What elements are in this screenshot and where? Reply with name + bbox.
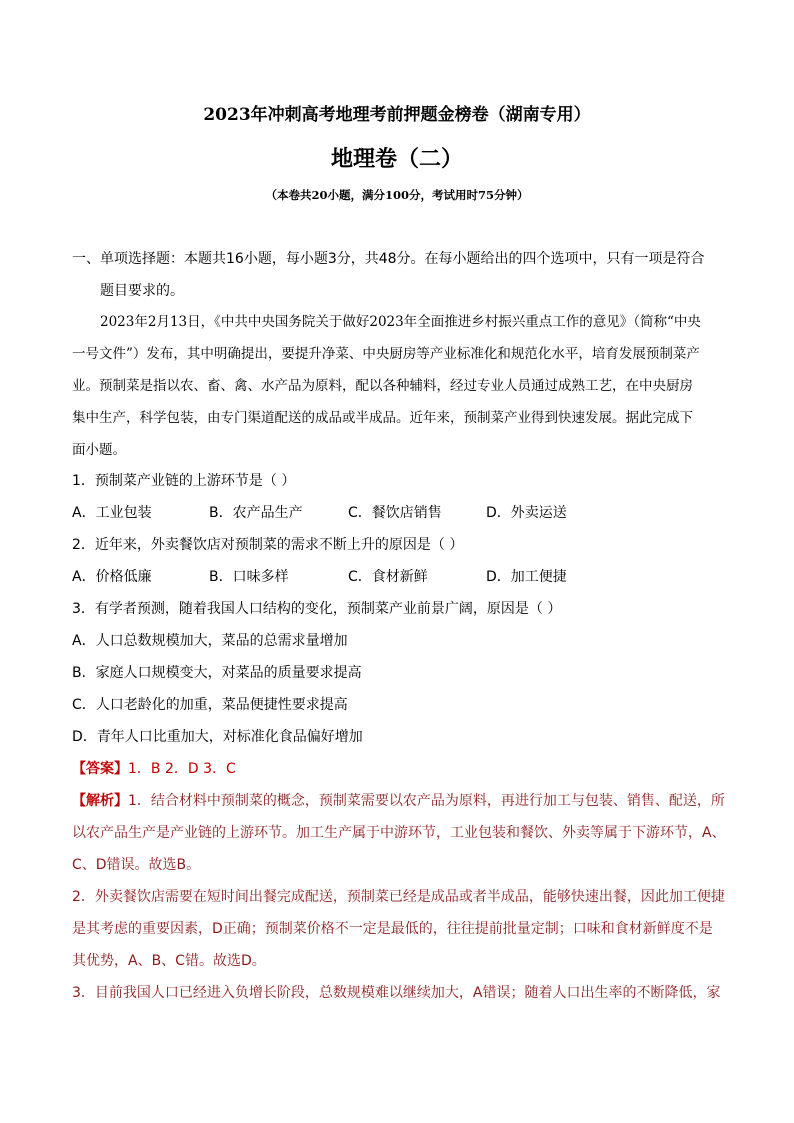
passage-line: 一号文件”）发布，其中明确提出，要提升净菜、中央厨房等产业标准化和规范化水平，培育发展预制菜产: [72, 346, 700, 362]
answer-text: 1．B 2．D 3．C: [128, 761, 236, 777]
question-2-stem: 2．近年来，外卖餐饮店对预制菜的需求不断上升的原因是（ ）: [72, 537, 464, 553]
analysis-line: C、D错误。故选B。: [72, 857, 201, 873]
question-1-option-d: D．外卖运送: [486, 505, 567, 521]
question-3-option-a: A．人口总数规模加大，菜品的总需求量增加: [72, 633, 348, 649]
analysis-line: 3．目前我国人口已经进入负增长阶段，总数规模难以继续加大，A错误；随着人口出生率的不断降低，家: [72, 985, 721, 1001]
question-2-option-b: B．口味多样: [209, 569, 289, 585]
passage-line: 2023年2月13日，《中共中央国务院关于做好2023年全面推进乡村振兴重点工作的意见》（简称“中央: [100, 314, 701, 330]
question-3-option-d: D．青年人口比重加大，对标准化食品偏好增加: [72, 729, 363, 745]
passage-line: 业。预制菜是指以农、畜、禽、水产品为原料，配以各种辅料，经过专业人员通过成熟工艺，在中央厨房: [72, 378, 693, 394]
analysis-label: 【解析】: [72, 793, 128, 809]
analysis-line: 其优势，A、B、C错。故选D。: [72, 953, 266, 969]
question-2-option-d: D．加工便捷: [486, 569, 567, 585]
passage-line: 集中生产，科学包装，由专门渠道配送的成品或半成品。近年来，预制菜产业得到快速发展。据此完成下: [72, 410, 693, 426]
question-1-option-c: C．餐饮店销售: [348, 505, 442, 521]
paper-subtitle: 地理卷（二）: [330, 146, 463, 172]
exam-title: 2023年冲刺高考地理考前押题金榜卷（湖南专用）: [203, 105, 591, 125]
analysis-line: [72, 791, 725, 811]
section-instruction-line2: 题目要求的。: [100, 283, 184, 299]
question-3-option-b: B．家庭人口规模变大，对菜品的质量要求提高: [72, 665, 362, 681]
answer-label: 【答案】: [72, 761, 128, 777]
section-instruction-line1: 一、单项选择题：本题共16小题，每小题3分，共48分。在每小题给出的四个选项中，只有一项是符合: [72, 251, 705, 267]
analysis-text: 1．结合材料中预制菜的概念，预制菜需要以农产品为原料，再进行加工与包装、销售、配送，所: [128, 793, 725, 809]
analysis-line: 2．外卖餐饮店需要在短时间出餐完成配送，预制菜已经是成品或者半成品，能够快速出餐，因此加工便捷: [72, 889, 725, 905]
question-3-option-c: C．人口老龄化的加重，菜品便捷性要求提高: [72, 697, 348, 713]
question-1-option-a: A．工业包装: [72, 505, 152, 521]
analysis-line: 是其考虑的重要因素，D正确；预制菜价格不一定是最低的，往往提前批量定制；口味和食材新鲜度不是: [72, 921, 713, 937]
question-2-option-a: A．价格低廉: [72, 569, 152, 585]
exam-note: （本卷共20小题，满分100分，考试用时75分钟）: [265, 188, 529, 202]
question-2-option-c: C．食材新鲜: [348, 569, 428, 585]
question-1-stem: 1．预制菜产业链的上游环节是（ ）: [72, 473, 296, 489]
answer-line: [72, 759, 236, 779]
analysis-line: 以农产品生产是产业链的上游环节。加工生产属于中游环节，工业包装和餐饮、外卖等属于下游环节，A、: [72, 825, 726, 841]
passage-line: 面小题。: [72, 442, 126, 458]
question-1-option-b: B．农产品生产: [209, 505, 303, 521]
question-3-stem: 3．有学者预测，随着我国人口结构的变化，预制菜产业前景广阔，原因是（ ）: [72, 601, 562, 617]
